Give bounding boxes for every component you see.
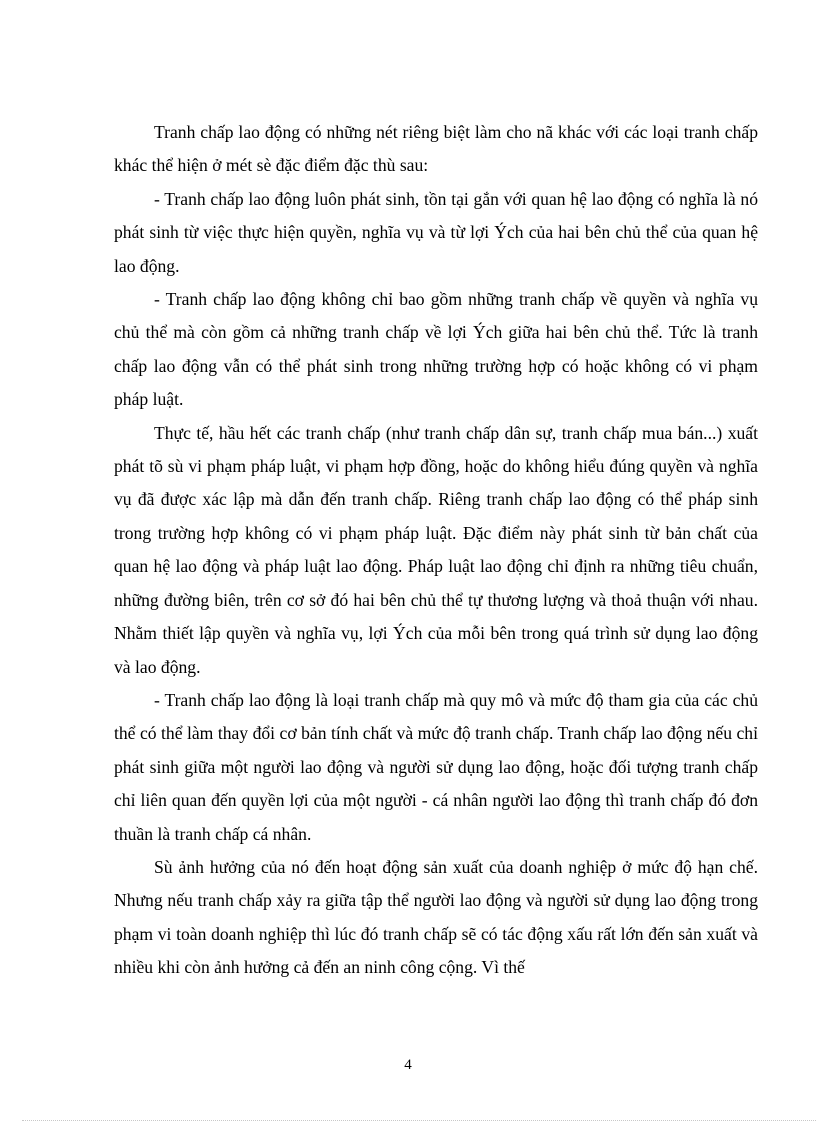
page-number: 4 — [404, 1057, 412, 1073]
page-bottom-divider — [22, 1120, 816, 1121]
paragraph-feature-1: - Tranh chấp lao động luôn phát sinh, tồn tại gắn với quan hệ lao động có nghĩa là nó phát sinh từ việc thực hiện quyền, nghĩa vụ và từ lợi Ých của hai bên chủ thể của quan hệ lao động. — [114, 188, 758, 276]
paragraph-feature-3: - Tranh chấp lao động là loại tranh chấp mà quy mô và mức độ tham gia của các chủ thể có thể làm thay đổi cơ bản tính chất và mức độ tranh chấp. Tranh chấp lao động nếu chỉ phát sinh giữa một người lao động và người sử dụng lao động, hoặc đối tượng tranh chấp chỉ liên quan đến quyền lợi của một người - cá nhân người lao động thì tranh chấp đó đơn thuần là tranh chấp cá nhân. — [114, 689, 758, 844]
body-text — [114, 116, 758, 985]
paragraph-intro: Tranh chấp lao động có những nét riêng biệt làm cho nã khác với các loại tranh chấp khác thể hiện ở mét sè đặc điểm đặc thù sau: — [114, 122, 758, 176]
paragraph-feature-2: - Tranh chấp lao động không chỉ bao gồm những tranh chấp về quyền và nghĩa vụ chủ thể mà còn gồm cả những tranh chấp về lợi Ých giữa hai bên chủ thể. Tức là tranh chấp lao động vẫn có thể phát sinh trong những trường hợp có hoặc không có vi phạm pháp luật. — [114, 289, 758, 410]
paragraph-impact: Sù ảnh hưởng của nó đến hoạt động sản xuất của doanh nghiệp ở mức độ hạn chế. Nhưng nếu tranh chấp xảy ra giữa tập thể người lao động và người sử dụng lao động trong phạm vi toàn doanh nghiệp thì lúc đó tranh chấp sẽ có tác động xấu rất lớn đến sản xuất và nhiều khi còn ảnh hưởng cả đến an ninh công cộng. Vì thế — [114, 856, 758, 978]
paragraph-explanation: Thực tế, hầu hết các tranh chấp (như tranh chấp dân sự, tranh chấp mua bán...) xuất phát tõ sù vi phạm pháp luật, vi phạm hợp đồng, hoặc do không hiểu đúng quyền và nghĩa vụ đã được xác lập mà dẫn đến tranh chấp. Riêng tranh chấp lao động có thể pháp sinh trong trường hợp không có vi phạm pháp luật. Đặc điểm này phát sinh từ bản chất của quan hệ lao động và pháp luật lao động. Pháp luật lao động chỉ định ra những tiêu chuẩn, những đường biên, trên cơ sở đó hai bên chủ thể tự thương lượng và thoả thuận với nhau. Nhằm thiết lập quyền và nghĩa vụ, lợi Ých của mỗi bên trong quá trình sử dụng lao động và lao động. — [114, 422, 758, 677]
